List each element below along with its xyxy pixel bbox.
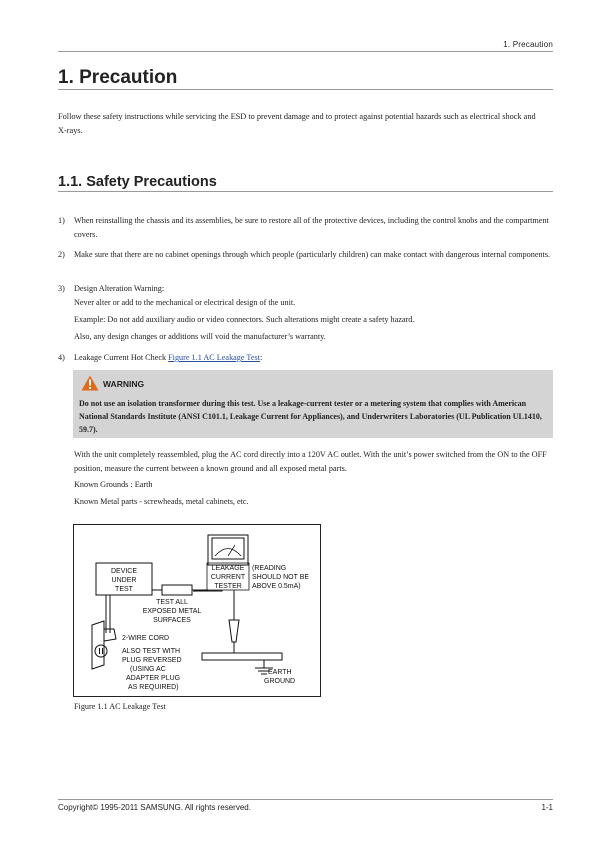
tester-label: TESTER — [214, 583, 242, 590]
reading-label: (READING — [252, 565, 287, 572]
device-label: UNDER — [111, 577, 137, 584]
list-item — [58, 214, 553, 241]
section-rule — [58, 191, 553, 192]
list-number: 4) — [58, 353, 65, 362]
tester-label: LEAKAGE — [211, 565, 245, 572]
reading-label: SHOULD NOT BE — [252, 574, 310, 581]
list-item — [58, 248, 553, 262]
reversed-label: ALSO TEST WITH — [122, 648, 181, 655]
leakage-test-figure — [73, 524, 321, 697]
list-number: 2) — [58, 250, 65, 259]
list-number: 1) — [58, 216, 65, 225]
reversed-label: ADAPTER PLUG — [126, 675, 181, 682]
earth-label: GROUND — [264, 678, 296, 685]
leakage-test-diagram — [74, 525, 320, 696]
known-grounds: Known Grounds : Earth — [74, 480, 153, 489]
earth-bar — [202, 653, 282, 660]
list-item — [58, 351, 553, 365]
cord-label: 2-WIRE CORD — [122, 635, 170, 642]
footer-copyright: Copyright© 1995-2011 SAMSUNG. All rights reserved. — [58, 803, 251, 812]
probe-lead — [162, 585, 192, 595]
probe — [229, 620, 239, 642]
warning-title: WARNING — [103, 379, 145, 389]
item3-line: Also, any design changes or additions will void the manufacturer’s warranty. — [74, 332, 326, 341]
warning-text: Do not use an isolation transformer during this test. Use a leakage-current tester or a metering system that complies with American National Standards Institute (ANSI C101.1, Leakage Current for Appliances), and Underwriters Laboratories (UL Publication UL1410, 59.7). — [79, 399, 542, 434]
page-title: 1. Precaution — [58, 67, 178, 88]
list-text: When reinstalling the chassis and its assemblies, be sure to restore all of the protective devices, including the control knobs and the compartment covers. — [74, 216, 549, 239]
section-title: 1.1. Safety Precautions — [58, 174, 217, 190]
intro-paragraph: Follow these safety instructions while servicing the ESD to prevent damage and to protect against potential hazards such as electrical shock and X-rays. — [58, 112, 536, 135]
test-all-label: TEST ALL — [156, 599, 188, 606]
figure-caption: Figure 1.1 AC Leakage Test — [74, 702, 166, 711]
item3-line: Example: Do not add auxiliary audio or video connectors. Such alterations might create a safety hazard. — [74, 315, 415, 324]
known-metal-parts: Known Metal parts - screwheads, metal cabinets, etc. — [74, 497, 249, 506]
list-text: Make sure that there are no cabinet openings through which people (particularly children) can make contact with dangerous internal components. — [74, 250, 551, 259]
procedure-paragraph: With the unit completely reassembled, plug the AC cord directly into a 120V AC outlet. With the unit’s power switched from the ON to the OFF position, measure the current between a known ground and all exposed metal parts. — [74, 450, 547, 473]
reversed-label: AS REQUIRED) — [128, 684, 179, 691]
reading-label: ABOVE 0.5mA) — [252, 583, 301, 590]
list-text: Leakage Current Hot Check Figure 1.1 AC Leakage Test: — [74, 353, 263, 362]
tester-label: CURRENT — [210, 574, 246, 581]
figure-link[interactable]: Figure 1.1 AC Leakage Test — [168, 353, 260, 362]
list-number: 3) — [58, 284, 65, 293]
device-label: TEST — [115, 586, 133, 593]
device-label: DEVICE — [110, 568, 138, 575]
page-number: 1-1 — [541, 803, 553, 812]
footer-rule — [58, 799, 553, 800]
reversed-label: (USING AC — [130, 666, 166, 673]
earth-label: EARTH — [268, 669, 292, 676]
warning-triangle-icon — [81, 375, 99, 391]
title-rule — [58, 89, 553, 90]
reversed-label: PLUG REVERSED — [122, 657, 182, 664]
header-rule — [58, 51, 553, 52]
list-text: Design Alteration Warning: — [74, 284, 165, 293]
test-all-label: SURFACES — [153, 617, 191, 624]
list-item — [58, 282, 553, 296]
meter-box — [208, 535, 248, 565]
item3-line: Never alter or add to the mechanical or electrical design of the unit. — [74, 298, 296, 307]
warning-box — [73, 370, 553, 438]
running-header: 1. Precaution — [503, 40, 553, 49]
test-all-label: EXPOSED METAL — [142, 608, 202, 615]
